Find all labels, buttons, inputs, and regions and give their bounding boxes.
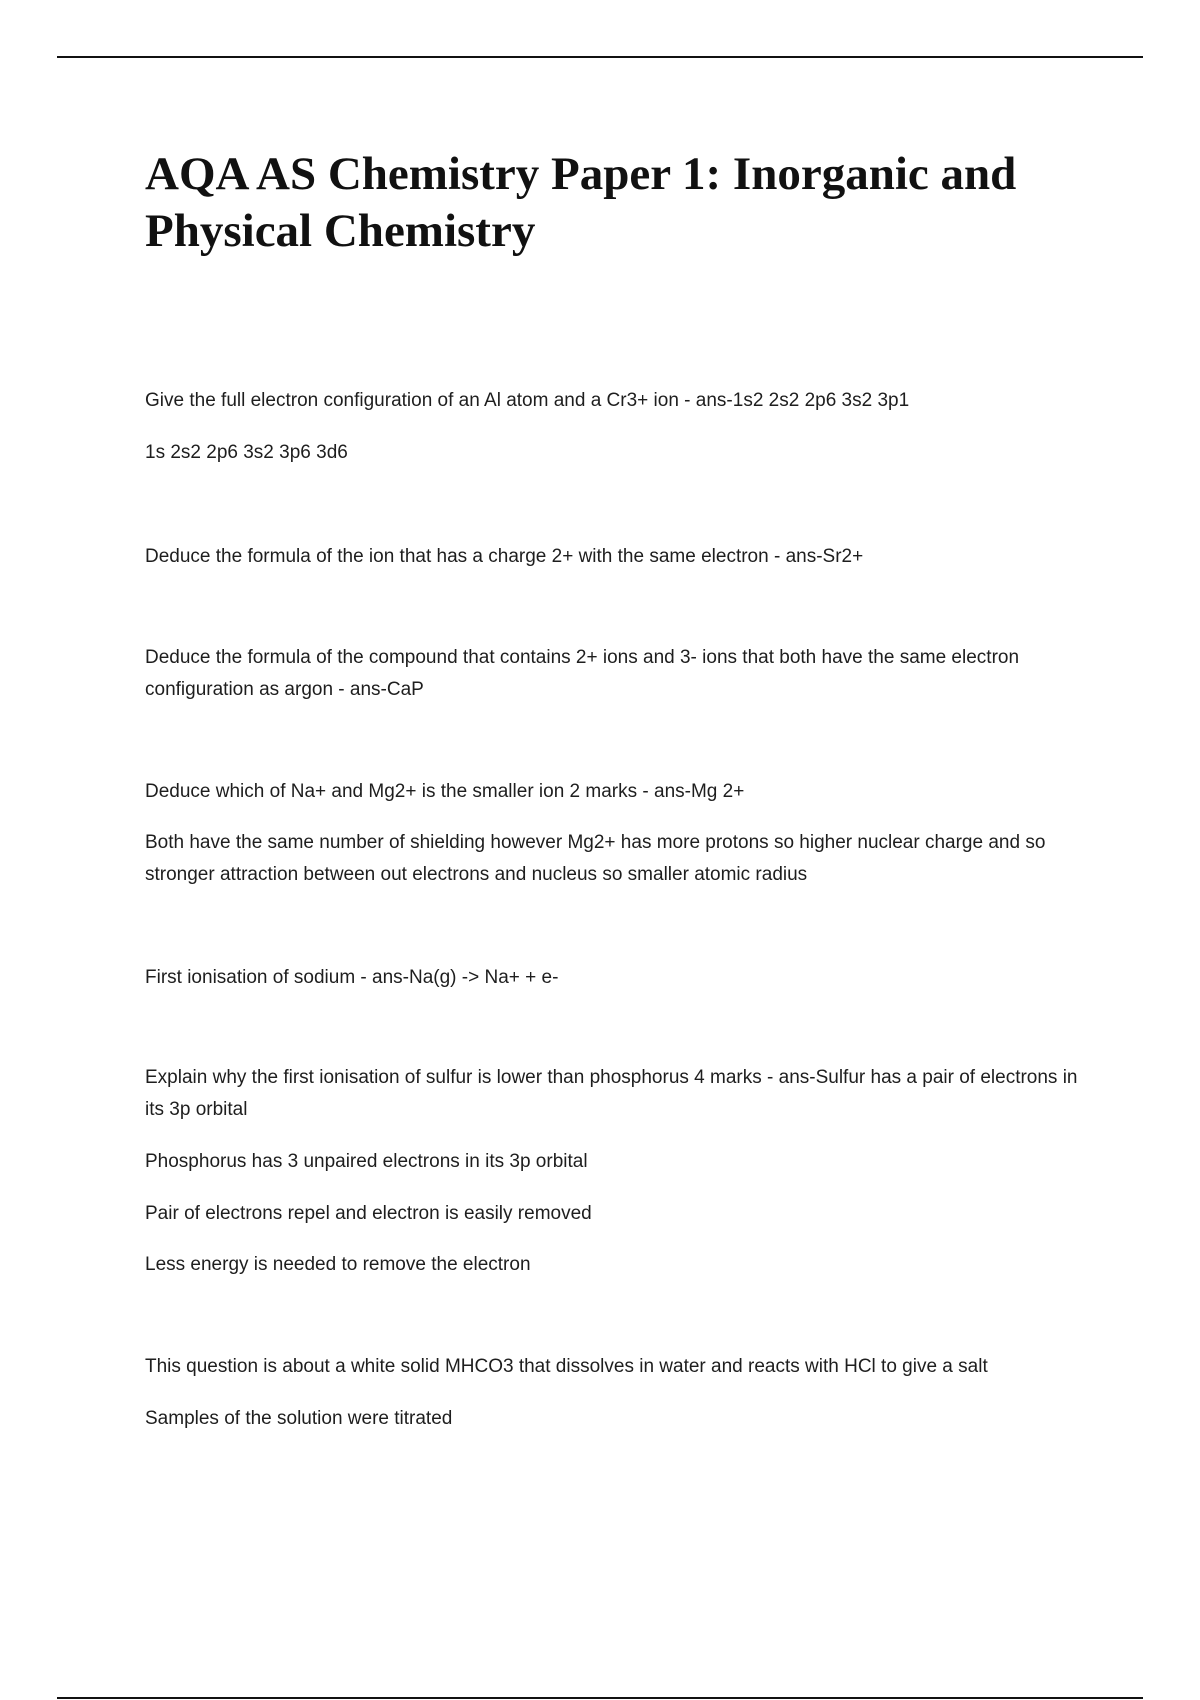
question-mhco3: This question is about a white solid MHCO3 that dissolves in water and reacts with HCl to give a salt (145, 1356, 988, 1377)
title-line-2: Physical Chemistry (145, 205, 536, 257)
page-title (145, 146, 1105, 260)
answer-phosphorus-unpaired: Phosphorus has 3 unpaired electrons in its 3p orbital (145, 1151, 588, 1172)
question-smaller-ion: Deduce which of Na+ and Mg2+ is the smaller ion 2 marks - ans-Mg 2+ (145, 781, 745, 802)
answer-cr3-configuration: 1s 2s2 2p6 3s2 3p6 3d6 (145, 442, 348, 463)
question-ionisation-sulfur: Explain why the first ionisation of sulfur is lower than phosphorus 4 marks - ans-Sulfur has a pair of electrons in its 3p orbital (145, 1067, 1078, 1120)
answer-electron-repulsion: Pair of electrons repel and electron is easily removed (145, 1203, 592, 1224)
question-compound-formula: Deduce the formula of the compound that contains 2+ ions and 3- ions that both have the same electron configuration as argon - ans-CaP (145, 647, 1020, 700)
question-electron-configuration: Give the full electron configuration of an Al atom and a Cr3+ ion - ans-1s2 2s2 2p6 3s2 3p1 (145, 390, 910, 411)
answer-less-energy: Less energy is needed to remove the electron (145, 1254, 531, 1275)
top-rule (57, 56, 1143, 58)
question-first-ionisation-sodium: First ionisation of sodium - ans-Na(g) -> Na+ + e- (145, 967, 559, 988)
bottom-rule (57, 1697, 1143, 1699)
title-line-1: AQA AS Chemistry Paper 1: Inorganic and (145, 148, 1017, 200)
answer-smaller-ion-explanation: Both have the same number of shielding however Mg2+ has more protons so higher nuclear charge and so stronger attraction between out electrons and nucleus so smaller atomic radius (145, 832, 1046, 885)
question-ion-formula: Deduce the formula of the ion that has a charge 2+ with the same electron - ans-Sr2+ (145, 546, 864, 567)
note-titration: Samples of the solution were titrated (145, 1408, 453, 1429)
